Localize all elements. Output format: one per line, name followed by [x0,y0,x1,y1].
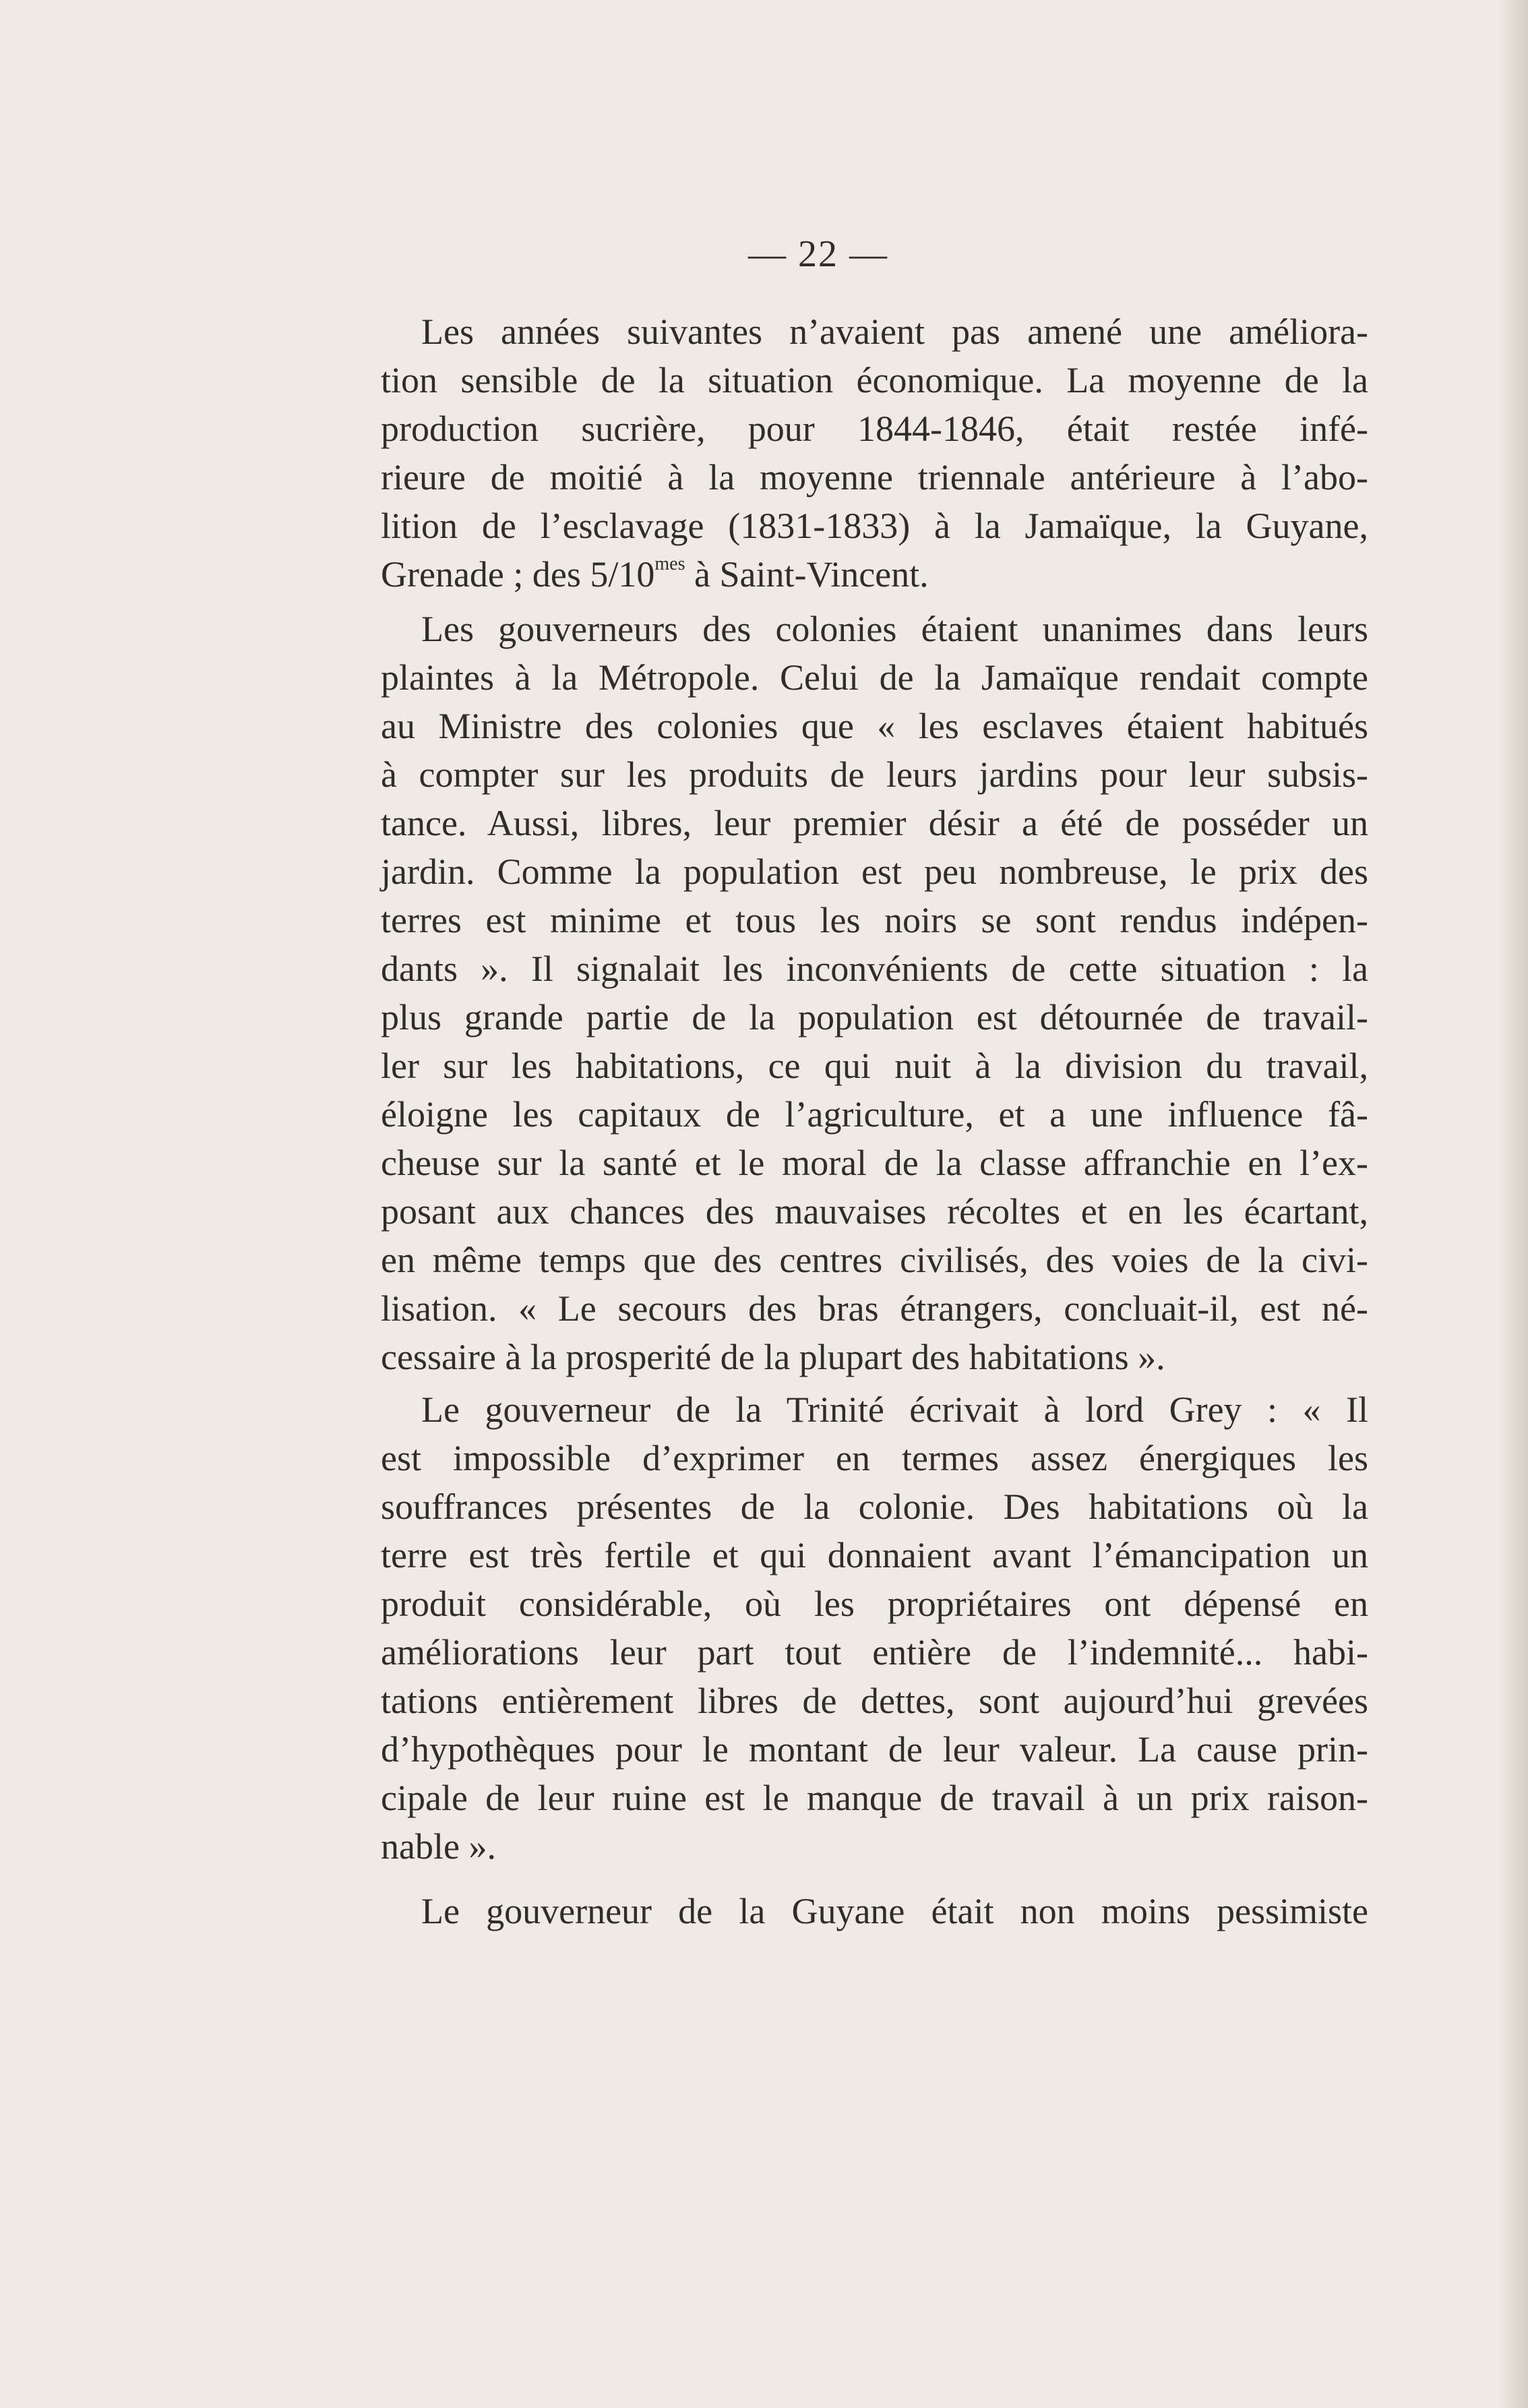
text-line: en même temps que des centres civilisés, des voies de la civi- [381,1240,1368,1280]
text-line: ler sur les habitations, ce qui nuit à la division du travail, [381,1046,1368,1086]
text-line: lisation. « Le secours des bras étrangers, concluait-il, est né- [381,1288,1368,1329]
text-fragment: Grenade ; des 5/10 [381,554,655,595]
text-line: Les années suivantes n’avaient pas amené une améliora- [421,311,1368,352]
text-line: à compter sur les produits de leurs jardins pour leur subsis- [381,754,1368,795]
text-line: cipale de leur ruine est le manque de travail à un prix raison- [381,1778,1368,1818]
text-line: souffrances présentes de la colonie. Des habitations où la [381,1486,1368,1527]
page-number: — 22 — [748,233,888,275]
text-line: tion sensible de la situation économique. La moyenne de la [381,360,1368,400]
text-line [381,553,1368,595]
text-line: posant aux chances des mauvaises récoltes et en les écartant, [381,1191,1368,1232]
text-line: plaintes à la Métropole. Celui de la Jamaïque rendait compte [381,657,1368,698]
text-line: terres est minime et tous les noirs se sont rendus indépen- [381,900,1368,940]
superscript: mes [654,553,685,574]
text-line: lition de l’esclavage (1831-1833) à la Jamaïque, la Guyane, [381,506,1368,546]
text-line: cessaire à la prosperité de la plupart des habitations ». [381,1337,1165,1377]
text-line: produit considérable, où les propriétaires ont dépensé en [381,1584,1368,1624]
text-line: terre est très fertile et qui donnaient avant l’émancipation un [381,1535,1368,1575]
text-line: tations entièrement libres de dettes, sont aujourd’hui grevées [381,1681,1368,1721]
text-line: plus grande partie de la population est détournée de travail- [381,997,1368,1037]
text-line: d’hypothèques pour le montant de leur valeur. La cause prin- [381,1729,1368,1770]
text-line: Le gouverneur de la Trinité écrivait à lord Grey : « Il [421,1389,1368,1430]
text-line: au Ministre des colonies que « les esclaves étaient habitués [381,706,1368,746]
page-edge-shadow [1498,0,1528,2408]
text-line: améliorations leur part tout entière de l’indemnité... habi- [381,1632,1368,1673]
text-line: Les gouverneurs des colonies étaient unanimes dans leurs [421,609,1368,649]
text-line: cheuse sur la santé et le moral de la classe affranchie en l’ex- [381,1143,1368,1183]
text-line: production sucrière, pour 1844-1846, était restée infé- [381,409,1368,449]
text-line: Le gouverneur de la Guyane était non moins pessimiste [421,1891,1368,1931]
text-line: dants ». Il signalait les inconvénients de cette situation : la [381,949,1368,989]
text-line: est impossible d’exprimer en termes assez énergiques les [381,1438,1368,1478]
text-line: nable ». [381,1826,496,1867]
text-line: jardin. Comme la population est peu nombreuse, le prix des [381,851,1368,892]
text-fragment: à Saint-Vincent. [685,554,929,595]
text-line: éloigne les capitaux de l’agriculture, et a une influence fâ- [381,1094,1368,1135]
text-line: rieure de moitié à la moyenne triennale antérieure à l’abo- [381,457,1368,498]
text-line: tance. Aussi, libres, leur premier désir a été de posséder un [381,803,1368,843]
